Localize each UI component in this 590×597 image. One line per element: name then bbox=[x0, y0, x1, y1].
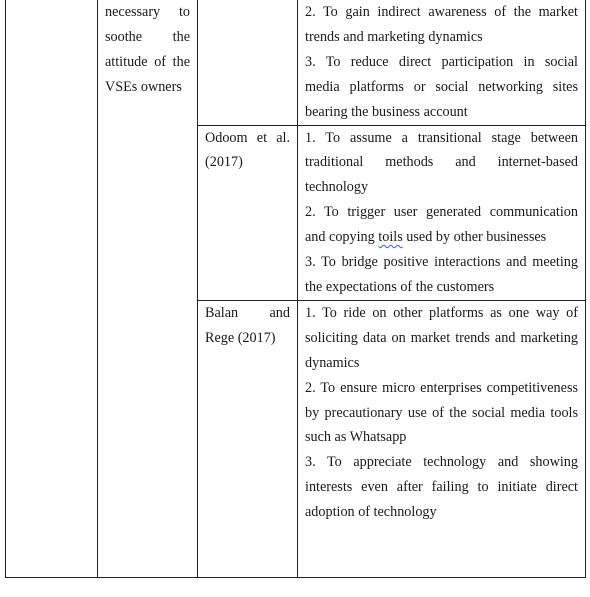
strategy-line: bearing the business account bbox=[305, 103, 468, 120]
strategy-line: 2. To gain indirect awareness of the market bbox=[305, 4, 578, 20]
strategy-line: by precautionary use of the social media tools bbox=[305, 404, 578, 421]
column-1-cell bbox=[98, 0, 198, 577]
strategy-line: interests even after failing to initiate direct bbox=[305, 479, 578, 496]
strategy-line-with-underline: and copying toils used by other businesses bbox=[305, 229, 547, 246]
strategy-line: the expectations of the customers bbox=[305, 278, 495, 295]
strategies-table bbox=[5, 0, 585, 575]
strategy-line: 1. To assume a transitional stage between bbox=[305, 129, 578, 146]
column1-line: necessary to bbox=[105, 4, 190, 20]
strategy-line: media platforms or social networking sites bbox=[305, 78, 578, 95]
strategy-line: 3. To reduce direct participation in social bbox=[305, 53, 578, 70]
spellcheck-underlined-word: toils bbox=[378, 229, 403, 246]
column-0-cell bbox=[6, 0, 98, 577]
strategies-cell-row-1 bbox=[298, 125, 586, 300]
strategy-line: adoption of technology bbox=[305, 504, 437, 521]
study-cell-row-2 bbox=[198, 300, 298, 577]
study-cell-row-1 bbox=[198, 125, 298, 300]
strategy-line: such as Whatsapp bbox=[305, 429, 407, 446]
strategy-line: traditional methods and internet-based bbox=[305, 154, 578, 171]
strategy-line: technology bbox=[305, 179, 369, 196]
strategy-line: trends and marketing dynamics bbox=[305, 28, 483, 45]
strategy-line: 2. To trigger user generated communication bbox=[305, 204, 578, 221]
column1-line: attitude of the bbox=[105, 53, 190, 70]
table bbox=[5, 0, 586, 578]
strategy-line: dynamics bbox=[305, 354, 360, 371]
study-line: Odoom et al. bbox=[205, 129, 290, 146]
study-line: Rege (2017) bbox=[205, 329, 276, 346]
strategy-line: 2. To ensure micro enterprises competitiveness bbox=[305, 379, 578, 396]
column1-line: VSEs owners bbox=[105, 78, 182, 95]
study-cell-row-0 bbox=[198, 0, 298, 125]
strategy-line: 1. To ride on other platforms as one way of bbox=[305, 304, 578, 321]
strategies-cell-row-0 bbox=[298, 0, 586, 125]
strategies-cell-row-2 bbox=[298, 300, 586, 577]
strategy-line: 3. To appreciate technology and showing bbox=[305, 454, 578, 471]
strategy-line: 3. To bridge positive interactions and meeting bbox=[305, 254, 578, 271]
column1-line: soothe the bbox=[105, 28, 190, 45]
strategy-line: soliciting data on market trends and marketing bbox=[305, 329, 578, 346]
study-line: (2017) bbox=[205, 154, 243, 171]
study-line: Balan and bbox=[205, 304, 290, 321]
